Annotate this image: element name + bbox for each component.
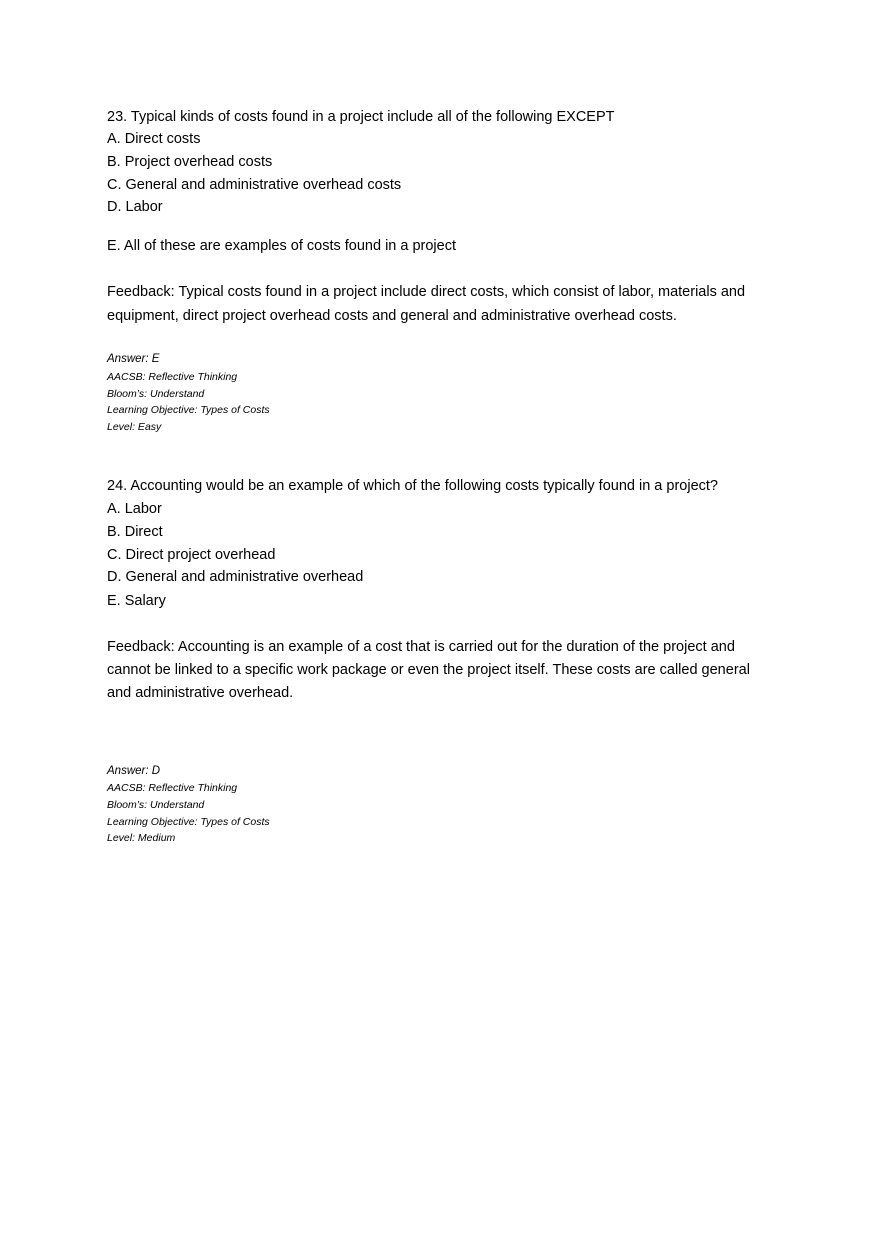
- option-b: B. Project overhead costs: [107, 154, 273, 170]
- blooms-label: Bloom’s: Understand: [107, 388, 205, 400]
- question-stem: 23. Typical kinds of costs found in a project include all of the following EXCEPT: [107, 109, 615, 125]
- learning-objective-label: Learning Objective: Types of Costs: [107, 404, 270, 416]
- answer-label: Answer: E: [107, 353, 160, 365]
- option-b: B. Direct: [107, 524, 163, 540]
- blooms-label: Bloom’s: Understand: [107, 799, 205, 811]
- option-e: E. All of these are examples of costs found in a project: [107, 238, 456, 254]
- option-a: A. Labor: [107, 501, 162, 517]
- feedback-line: cannot be linked to a specific work package or even the project itself. These costs are called general: [107, 662, 750, 678]
- feedback-line: Feedback: Accounting is an example of a cost that is carried out for the duration of the project and: [107, 639, 735, 655]
- aacsb-label: AACSB: Reflective Thinking: [107, 371, 238, 383]
- feedback-line: and administrative overhead.: [107, 685, 294, 701]
- option-c: C. Direct project overhead: [107, 547, 276, 563]
- learning-objective-label: Learning Objective: Types of Costs: [107, 816, 270, 828]
- feedback-line: Feedback: Typical costs found in a project include direct costs, which consist of labor, materials and: [107, 284, 746, 300]
- feedback-line: equipment, direct project overhead costs and general and administrative overhead costs.: [107, 308, 677, 324]
- question-stem: 24. Accounting would be an example of which of the following costs typically found in a project?: [107, 478, 718, 494]
- level-label: Level: Easy: [107, 421, 162, 433]
- aacsb-label: AACSB: Reflective Thinking: [107, 782, 238, 794]
- option-e: E. Salary: [107, 593, 166, 609]
- option-a: A. Direct costs: [107, 131, 201, 147]
- level-label: Level: Medium: [107, 832, 176, 844]
- option-d: D. Labor: [107, 199, 163, 215]
- option-d: D. General and administrative overhead: [107, 569, 364, 585]
- option-c: C. General and administrative overhead costs: [107, 177, 402, 193]
- answer-label: Answer: D: [107, 765, 161, 777]
